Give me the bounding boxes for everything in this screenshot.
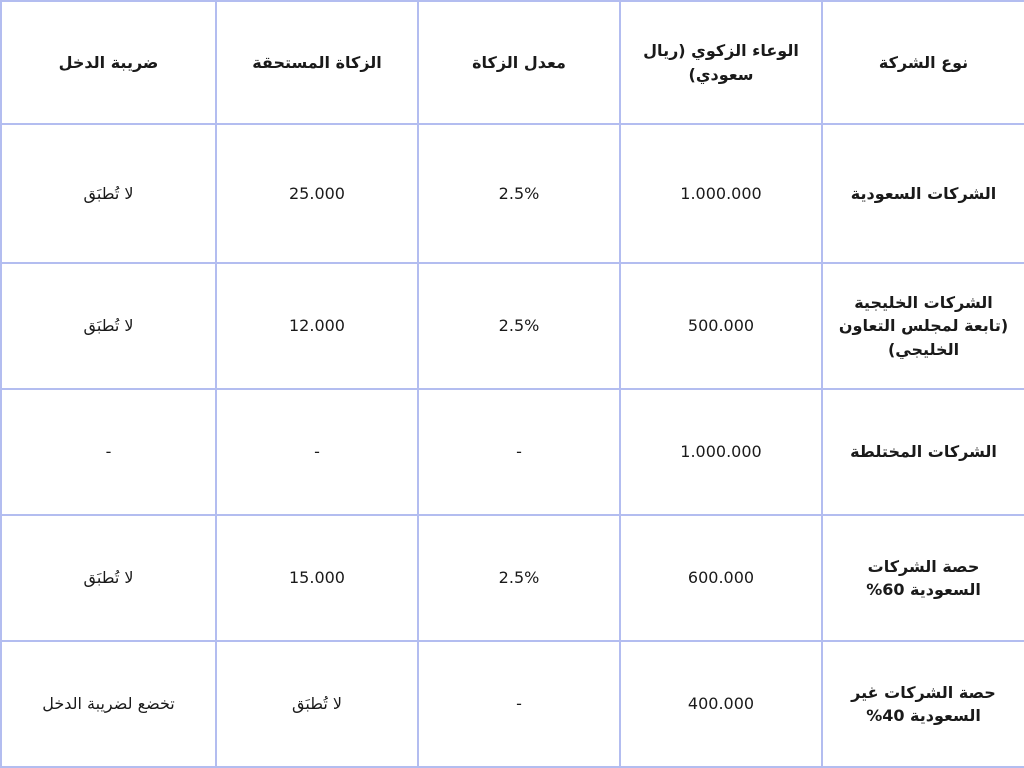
table-row <box>1 641 1024 767</box>
cell-company-type: الشركات الخليجية (تابعة لمجلس التعاون الخليجي) <box>822 263 1024 389</box>
header-income-tax: ضريبة الدخل <box>1 1 216 124</box>
cell-zakat-base: 600.000 <box>620 515 822 641</box>
header-company-type: نوع الشركة <box>822 1 1024 124</box>
cell-zakat-rate: 2.5% <box>418 515 620 641</box>
cell-zakat-due: 12.000 <box>216 263 418 389</box>
cell-zakat-base: 500.000 <box>620 263 822 389</box>
table-row <box>1 263 1024 389</box>
cell-zakat-base: 400.000 <box>620 641 822 767</box>
cell-zakat-due: - <box>216 389 418 515</box>
cell-company-type: حصة الشركات غير السعودية 40% <box>822 641 1024 767</box>
cell-income-tax: لا تُطبَق <box>1 263 216 389</box>
header-zakat-base: الوعاء الزكوي (ريال سعودي) <box>620 1 822 124</box>
table-row <box>1 389 1024 515</box>
cell-income-tax: لا تُطبَق <box>1 124 216 263</box>
header-zakat-due: الزكاة المستحقة <box>216 1 418 124</box>
cell-income-tax: تخضع لضريبة الدخل <box>1 641 216 767</box>
cell-zakat-due: 15.000 <box>216 515 418 641</box>
table-row <box>1 515 1024 641</box>
cell-income-tax: لا تُطبَق <box>1 515 216 641</box>
cell-company-type: الشركات المختلطة <box>822 389 1024 515</box>
cell-zakat-rate: - <box>418 389 620 515</box>
table-header-row <box>1 1 1024 124</box>
table-row <box>1 124 1024 263</box>
cell-zakat-base: 1.000.000 <box>620 124 822 263</box>
cell-company-type: الشركات السعودية <box>822 124 1024 263</box>
cell-zakat-due: لا تُطبَق <box>216 641 418 767</box>
cell-zakat-base: 1.000.000 <box>620 389 822 515</box>
cell-company-type: حصة الشركات السعودية 60% <box>822 515 1024 641</box>
cell-zakat-rate: 2.5% <box>418 263 620 389</box>
cell-zakat-due: 25.000 <box>216 124 418 263</box>
cell-zakat-rate: 2.5% <box>418 124 620 263</box>
header-zakat-rate: معدل الزكاة <box>418 1 620 124</box>
cell-zakat-rate: - <box>418 641 620 767</box>
cell-income-tax: - <box>1 389 216 515</box>
